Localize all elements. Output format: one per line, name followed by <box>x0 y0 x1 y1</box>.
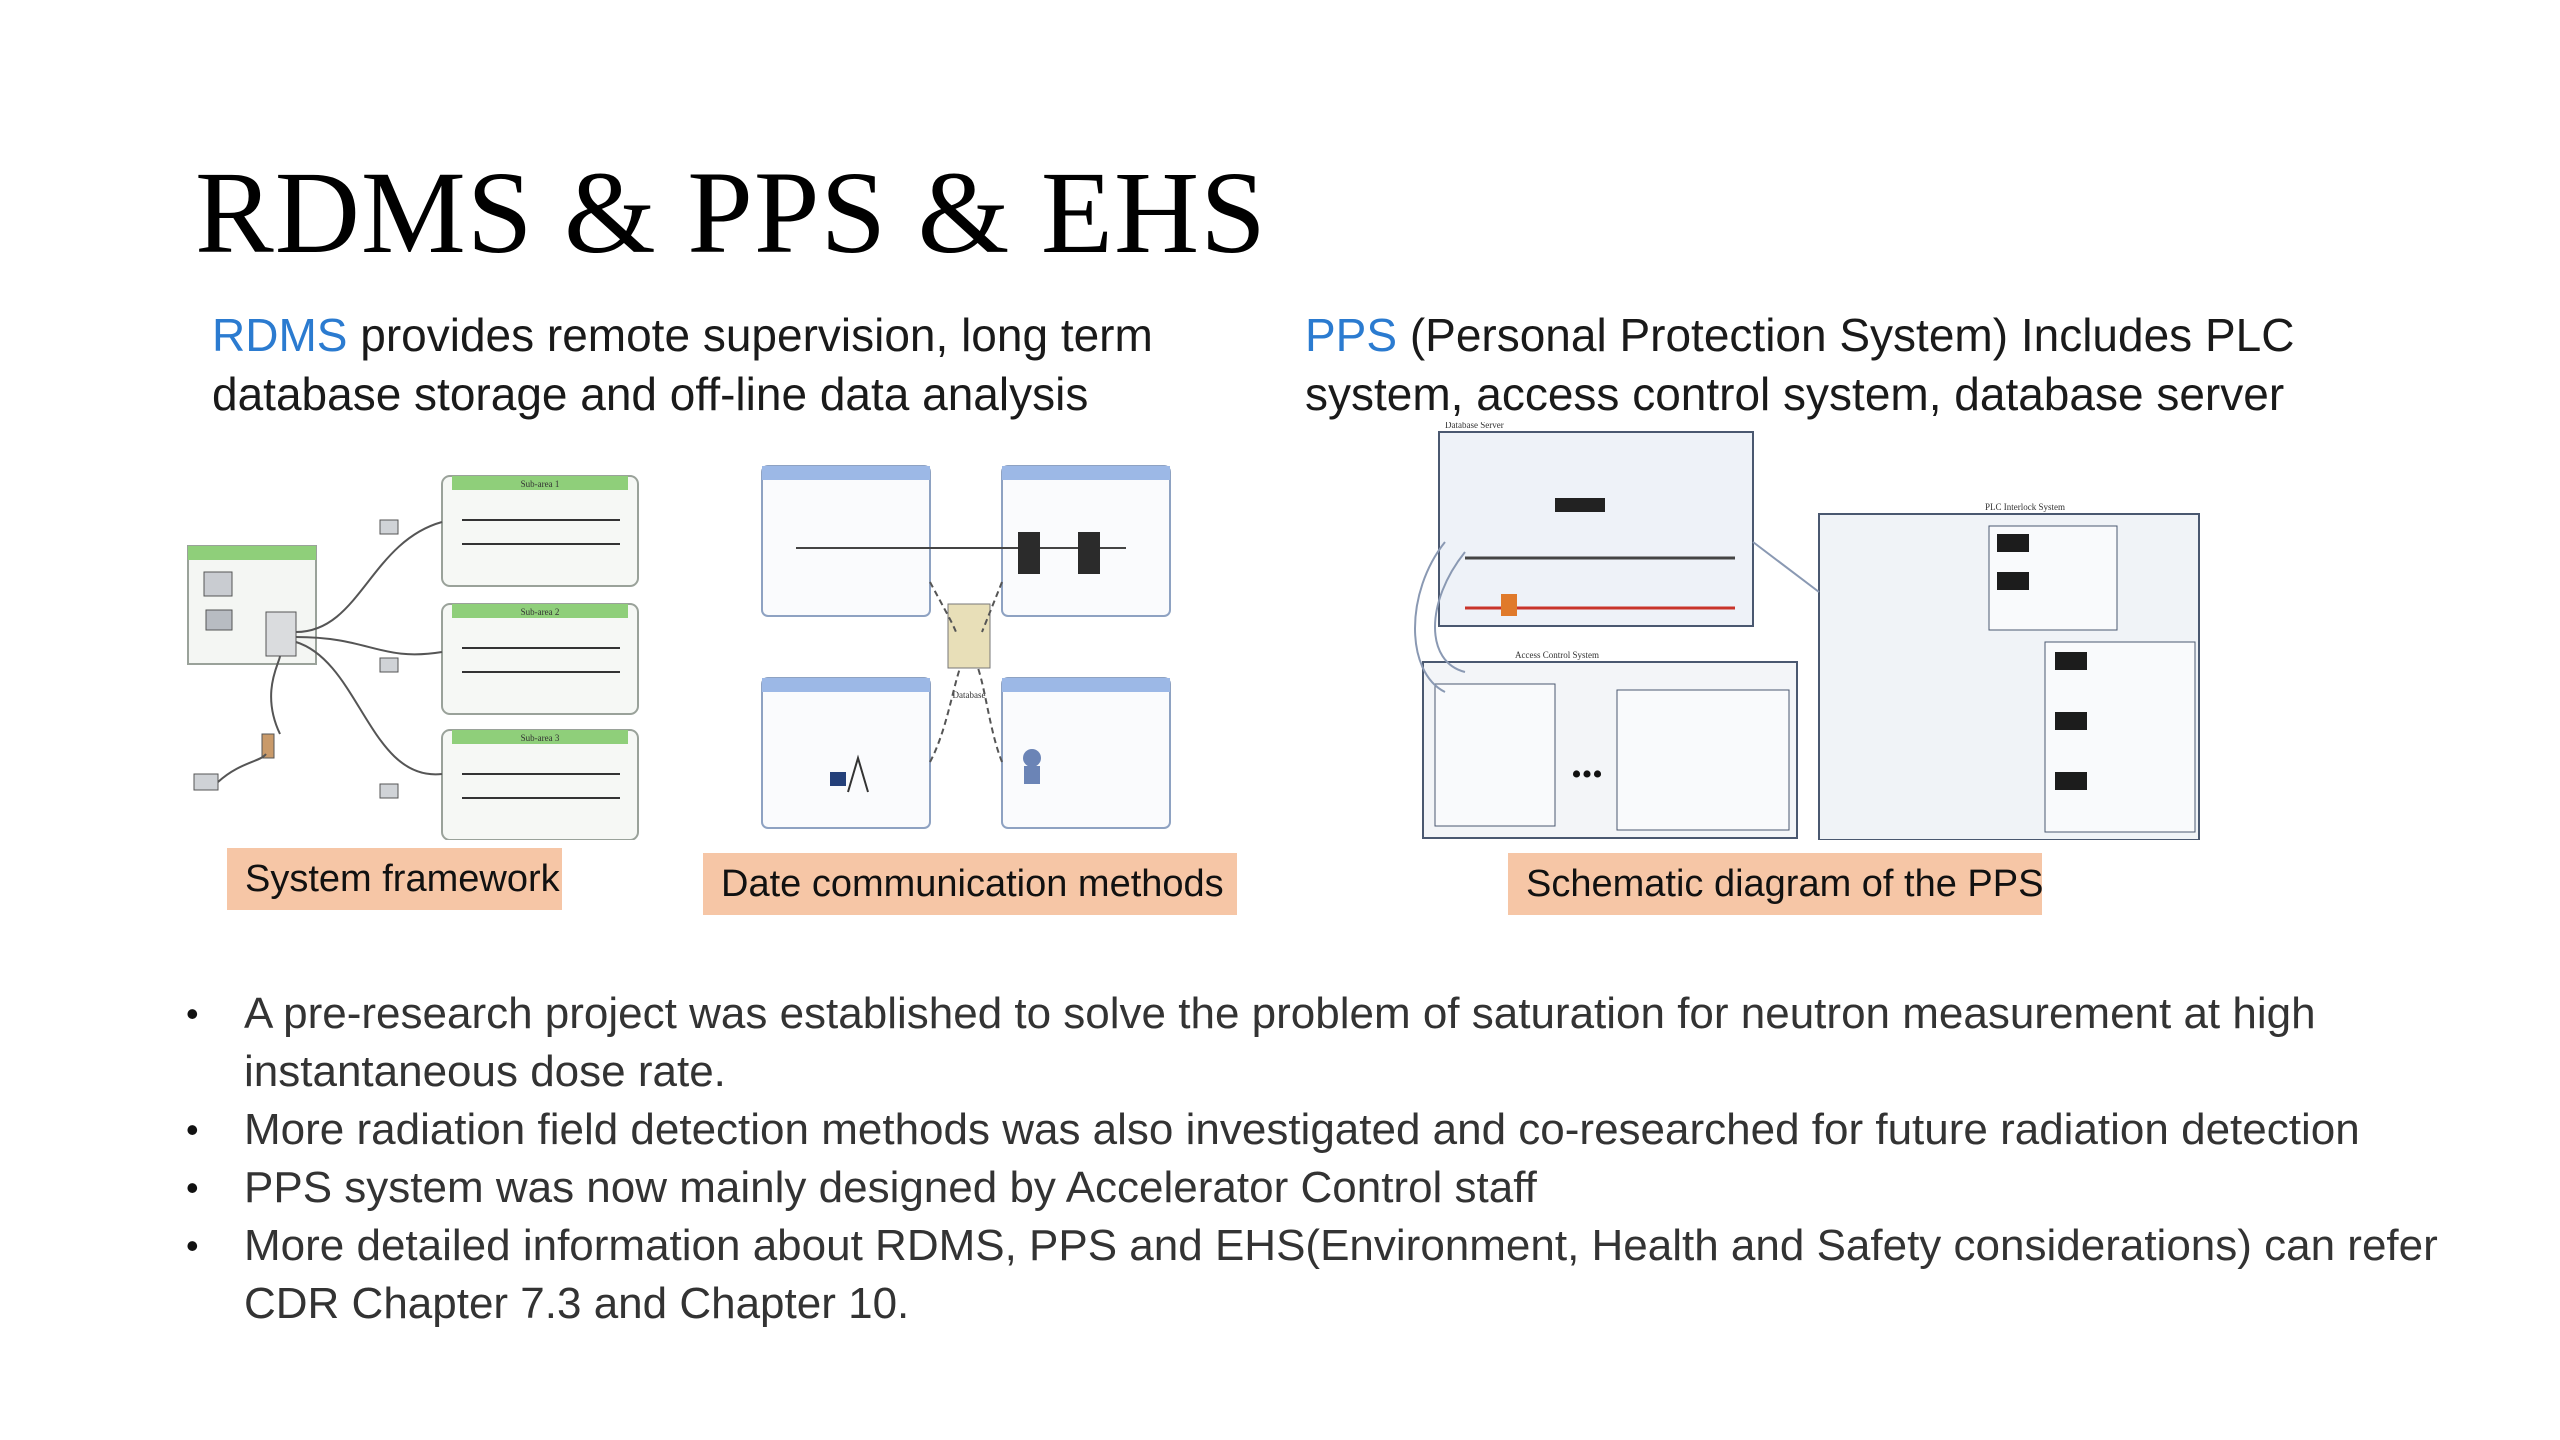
server-icon <box>1501 594 1517 616</box>
bullet-item <box>180 985 2440 1101</box>
media-converter-icon <box>1018 532 1040 574</box>
bullet-text: More radiation field detection methods was also investigated and co-researched for future radiation detection <box>244 1105 2360 1154</box>
communication-methods-diagram <box>756 462 1176 832</box>
fiber-panel-header <box>1002 466 1170 480</box>
wireless-module-icon <box>830 772 846 786</box>
plc-module-icon <box>2055 772 2087 790</box>
plc-module-icon <box>2055 712 2087 730</box>
plc-rack-panel <box>2045 642 2195 832</box>
pps-intro <box>1305 306 2465 424</box>
control-room-header <box>188 546 316 560</box>
ethernet-panel <box>762 466 930 616</box>
ethernet-panel-header <box>762 466 930 480</box>
plc-module-icon <box>1997 572 2029 590</box>
rdms-term: RDMS <box>212 309 348 361</box>
database-server-icon <box>948 604 990 668</box>
pps-term: PPS <box>1305 309 1398 361</box>
access-control-label: Access Control System <box>1515 650 1599 660</box>
sub-area-2-label: Sub-area 2 <box>520 607 560 617</box>
workstation-icon <box>206 610 232 630</box>
database-label: Database <box>952 690 986 700</box>
bullet-item <box>180 1217 2440 1333</box>
laptop-icon <box>194 774 218 790</box>
bullet-marker: • <box>186 1225 199 1266</box>
media-converter-icon <box>1078 532 1100 574</box>
plc-module-icon <box>1997 534 2029 552</box>
person-icon <box>1023 749 1041 767</box>
sub-area-3-panel <box>442 730 638 840</box>
pps-schematic-diagram <box>1405 422 2205 840</box>
signal-converter-icon <box>380 658 398 672</box>
access-zone-panel <box>1617 690 1789 830</box>
firewall-icon <box>262 734 274 758</box>
slide-title: RDMS & PPS & EHS <box>195 147 1267 278</box>
plc-interlock-label: PLC Interlock System <box>1985 502 2065 512</box>
rdms-intro <box>212 306 1232 424</box>
monitor-icon <box>204 572 232 596</box>
bullet-marker: • <box>186 993 199 1034</box>
plc-module-icon <box>2055 652 2087 670</box>
bullet-list <box>180 985 2440 1333</box>
bullet-text: More detailed information about RDMS, PPS and EHS(Environment, Health and Safety considerations) can refer CDR Chapter 7.3 and Chapter 10. <box>244 1221 2438 1328</box>
system-framework-diagram <box>180 462 650 840</box>
bullet-item <box>180 1101 2440 1159</box>
signal-converter-icon <box>380 520 398 534</box>
communication-methods-caption: Date communication methods <box>703 853 1237 915</box>
system-framework-caption: System framework <box>227 848 562 910</box>
person-icon-body <box>1024 766 1040 784</box>
control-room-panel <box>188 546 316 664</box>
sub-area-1-label: Sub-area 1 <box>520 479 560 489</box>
access-zone-panel <box>1435 684 1555 826</box>
bullet-item <box>180 1159 2440 1217</box>
bullet-text: PPS system was now mainly designed by Accelerator Control staff <box>244 1163 1537 1212</box>
database-server-label: Database Server <box>1445 422 1504 430</box>
sub-area-1-panel <box>442 476 638 586</box>
switch-icon <box>1555 498 1605 512</box>
bullet-text: A pre-research project was established to solve the problem of saturation for neutron measurement at high instantaneous dose rate. <box>244 989 2316 1096</box>
pps-description: (Personal Protection System) Includes PLC system, access control system, database server <box>1305 309 2295 420</box>
office-panel-header <box>1002 678 1170 692</box>
sub-area-2-panel <box>442 604 638 714</box>
database-server-panel <box>1439 432 1753 626</box>
ellipsis: ••• <box>1571 758 1603 791</box>
sub-area-panels <box>442 476 638 840</box>
sub-area-3-label: Sub-area 3 <box>520 733 560 743</box>
pps-schematic-caption: Schematic diagram of the PPS <box>1508 853 2042 915</box>
wireless-panel-header <box>762 678 930 692</box>
rdms-description: provides remote supervision, long term database storage and off-line data analysis <box>212 309 1153 420</box>
bullet-marker: • <box>186 1167 199 1208</box>
signal-converter-icon <box>380 784 398 798</box>
bullet-marker: • <box>186 1109 199 1150</box>
wireless-panel <box>762 678 930 828</box>
server-icon <box>266 612 296 656</box>
